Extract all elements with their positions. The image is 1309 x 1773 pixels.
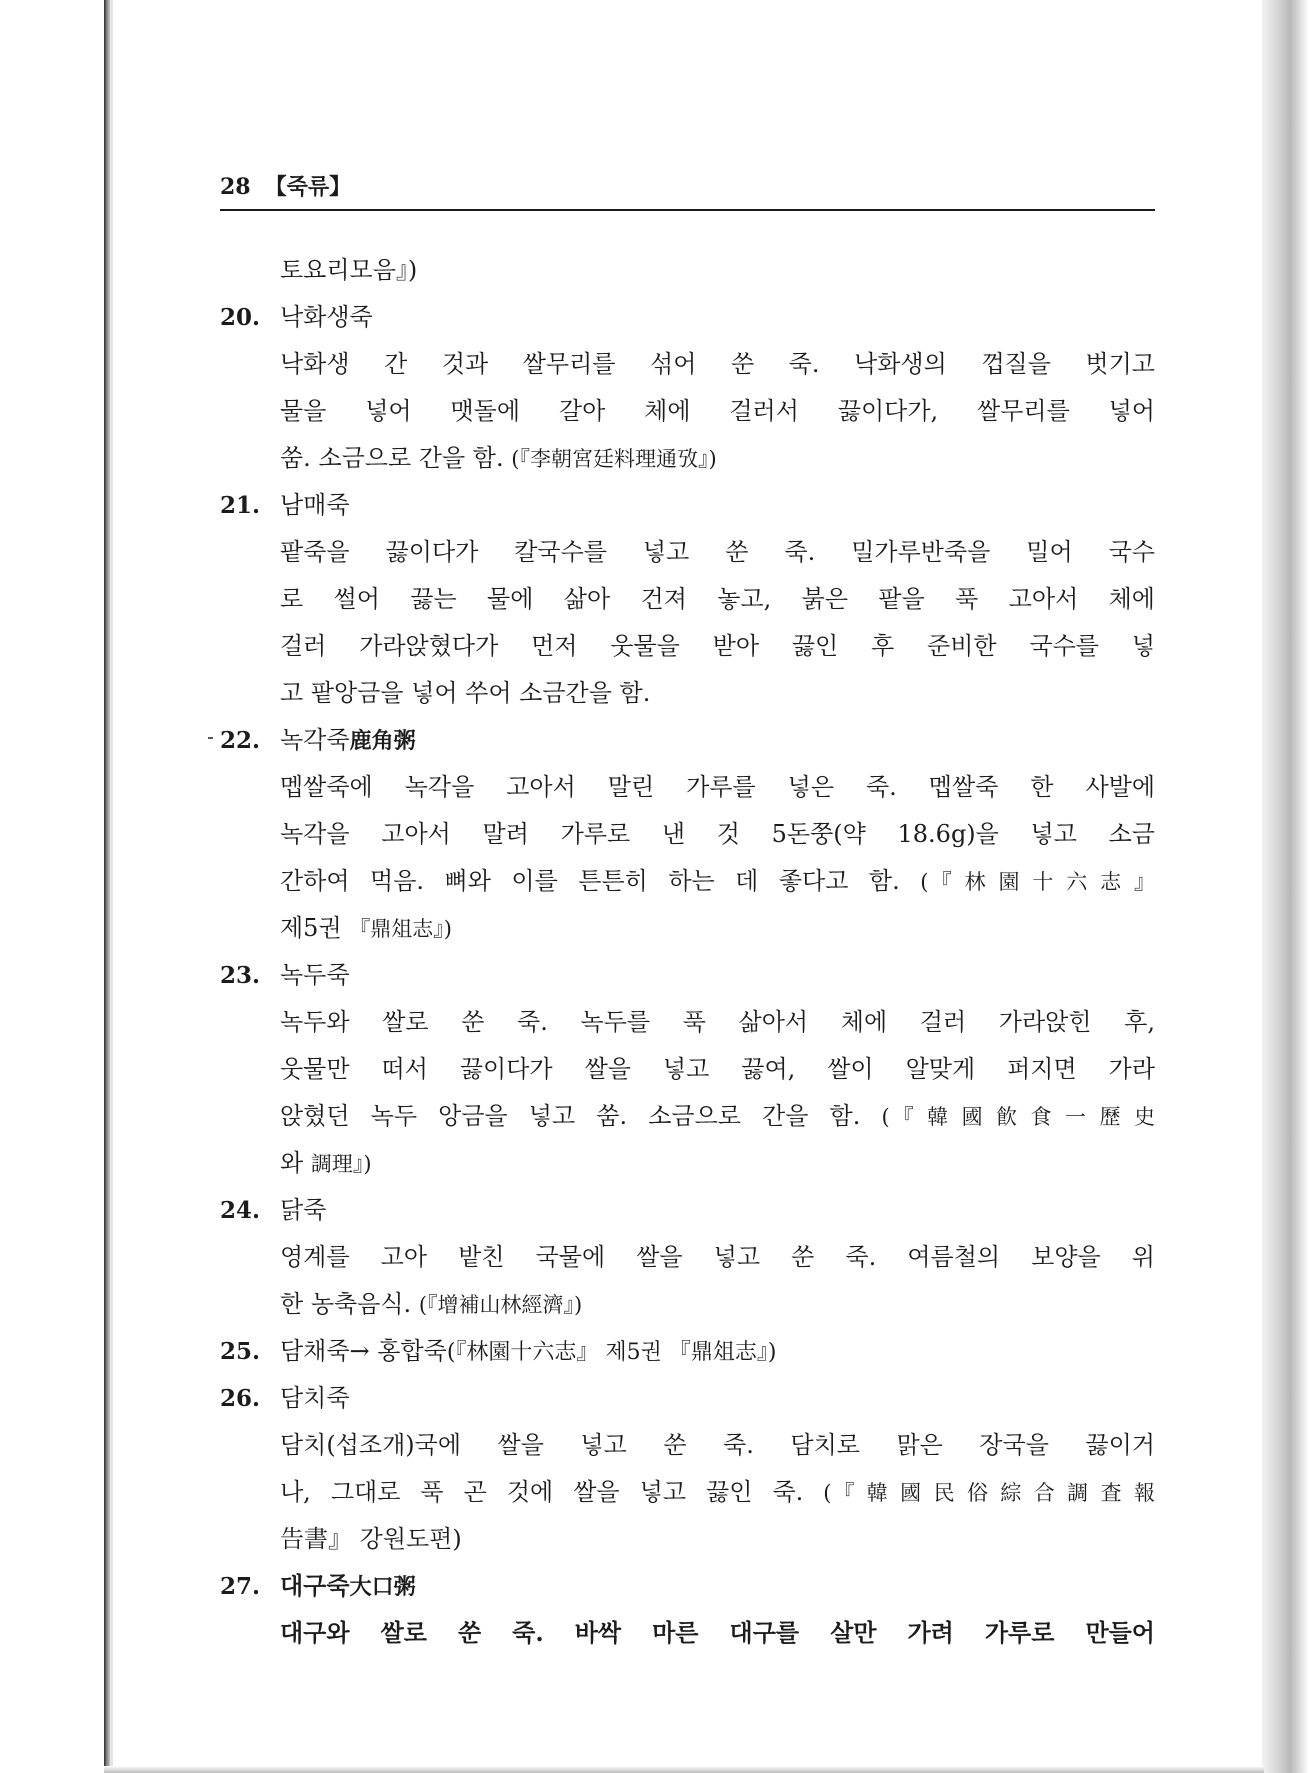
text-line: 녹각을 고아서 말려 가루로 낸 것 5돈쭝(약 18.6g)을 넣고 소금 xyxy=(280,820,1155,848)
citation: (『韓國飮食一歷史 xyxy=(881,1105,1155,1129)
entry-term xyxy=(220,1381,1155,1415)
text-line: 토요리모음』) xyxy=(280,256,418,284)
text-line-part: 나, 그대로 푹 곤 것에 쌀을 넣고 끓인 죽. xyxy=(280,1478,824,1506)
text-line: 대구와 쌀로 쑨 죽. 바싹 마른 대구를 살만 가려 가루로 만들어 xyxy=(280,1618,1155,1647)
text-line: 낙화생 간 것과 쌀무리를 섞어 쑨 죽. 낙화생의 껍질을 벗기고 xyxy=(280,350,1155,378)
entry-number: 23. xyxy=(220,962,261,989)
entry-term xyxy=(220,1334,1155,1368)
entry-number: 22. xyxy=(220,727,261,754)
text-line-part: 한 농축음식. xyxy=(280,1290,419,1318)
entry-title: 닭죽 xyxy=(280,1196,327,1224)
entry-hanja: 鹿角粥 xyxy=(349,728,416,754)
entry-definition xyxy=(280,535,1155,710)
citation: (『增補山林經濟』) xyxy=(418,1293,583,1317)
entry-title: 담치죽 xyxy=(280,1384,350,1412)
citation: 『鼎俎志』) xyxy=(349,917,452,941)
page-body xyxy=(220,253,1155,1663)
citation: 調理』) xyxy=(310,1152,372,1176)
entry-definition xyxy=(280,1005,1155,1180)
entry-title: 녹각죽 xyxy=(280,726,350,754)
text-line-part: 와 xyxy=(280,1149,311,1177)
entry-hanja: 大口粥 xyxy=(349,1574,416,1600)
entry-title: 녹두죽 xyxy=(280,961,350,989)
citation: (『林園十六志』 제5권 『鼎俎志』) xyxy=(446,1340,777,1365)
running-header xyxy=(220,170,1155,210)
entry-number: 27. xyxy=(220,1573,261,1600)
entry-definition xyxy=(280,1428,1155,1556)
text-line: 영계를 고아 밭친 국물에 쌀을 넣고 쑨 죽. 여름철의 보양을 위 xyxy=(280,1243,1155,1271)
text-line: 걸러 가라앉혔다가 먼저 웃물을 받아 끓인 후 준비한 국수를 넣 xyxy=(280,632,1155,660)
page-number: 28 xyxy=(220,174,251,200)
entry-title: 낙화생죽 xyxy=(280,303,373,331)
continuation-text xyxy=(280,253,1155,287)
text-line: 멥쌀죽에 녹각을 고아서 말린 가루를 넣은 죽. 멥쌀죽 한 사발에 xyxy=(280,773,1155,801)
entry-definition xyxy=(280,770,1155,945)
text-line: 녹두와 쌀로 쑨 죽. 녹두를 푹 삶아서 체에 걸러 가라앉힌 후, xyxy=(280,1008,1155,1036)
entry-number: 20. xyxy=(220,304,261,331)
margin-mark xyxy=(208,737,213,739)
text-line-part: 쑴. 소금으로 간을 함. xyxy=(280,444,512,472)
header-rule xyxy=(220,209,1155,211)
text-line: 물을 넣어 맷돌에 갈아 체에 걸러서 끓이다가, 쌀무리를 넣어 xyxy=(280,397,1155,425)
entry-title: 담채죽→ 홍합죽 xyxy=(280,1337,447,1365)
entry-term xyxy=(220,958,1155,992)
text-line xyxy=(280,1287,1155,1321)
entry-definition xyxy=(280,1616,1155,1650)
text-line: 팥죽을 끓이다가 칼국수를 넣고 쑨 죽. 밀가루반죽을 밀어 국수 xyxy=(280,538,1155,566)
entry-term xyxy=(220,300,1155,334)
text-line xyxy=(280,864,1155,898)
entry-number: 21. xyxy=(220,492,261,519)
entry-number: 25. xyxy=(220,1338,261,1365)
citation: (『李朝宮廷料理通攷』) xyxy=(511,447,717,471)
text-line xyxy=(280,441,1155,475)
entry-title: 대구죽 xyxy=(280,1571,350,1600)
text-line-part: 앉혔던 녹두 앙금을 넣고 쑴. 소금으로 간을 함. xyxy=(280,1102,882,1130)
text-line xyxy=(280,1099,1155,1133)
section-title: 【죽류】 xyxy=(264,174,352,200)
entry-term xyxy=(220,488,1155,522)
text-line xyxy=(280,1475,1155,1509)
entry-term xyxy=(220,723,1155,757)
entry-number: 26. xyxy=(220,1385,261,1412)
text-line-part: 간하여 먹음. 뼈와 이를 튼튼히 하는 데 좋다고 함. xyxy=(280,867,921,895)
entry-number: 24. xyxy=(220,1197,261,1224)
text-line: 담치(섭조개)국에 쌀을 넣고 쑨 죽. 담치로 맑은 장국을 끓이거 xyxy=(280,1431,1155,1459)
text-line xyxy=(280,911,1155,945)
entry-term xyxy=(220,1193,1155,1227)
text-line: 告書』 강원도편) xyxy=(280,1525,462,1553)
page-bottom-edge xyxy=(104,1766,1264,1773)
text-line xyxy=(280,1146,1155,1180)
entry-title: 남매죽 xyxy=(280,491,350,519)
text-line: 웃물만 떠서 끓이다가 쌀을 넣고 끓여, 쌀이 알맞게 퍼지면 가라 xyxy=(280,1055,1155,1083)
text-line: 고 팥앙금을 넣어 쑤어 소금간을 함. xyxy=(280,679,651,707)
citation: (『林園十六志』 xyxy=(920,870,1155,894)
entry-term xyxy=(220,1569,1155,1603)
text-line-part: 제5권 xyxy=(280,914,350,942)
text-line: 로 썰어 끓는 물에 삶아 건져 놓고, 붉은 팥을 푹 고아서 체에 xyxy=(280,585,1155,613)
citation: (『韓國民俗綜合調査報 xyxy=(823,1481,1155,1505)
entry-definition xyxy=(280,347,1155,475)
page-right-shadow xyxy=(1262,0,1309,1773)
entry-definition xyxy=(280,1240,1155,1321)
